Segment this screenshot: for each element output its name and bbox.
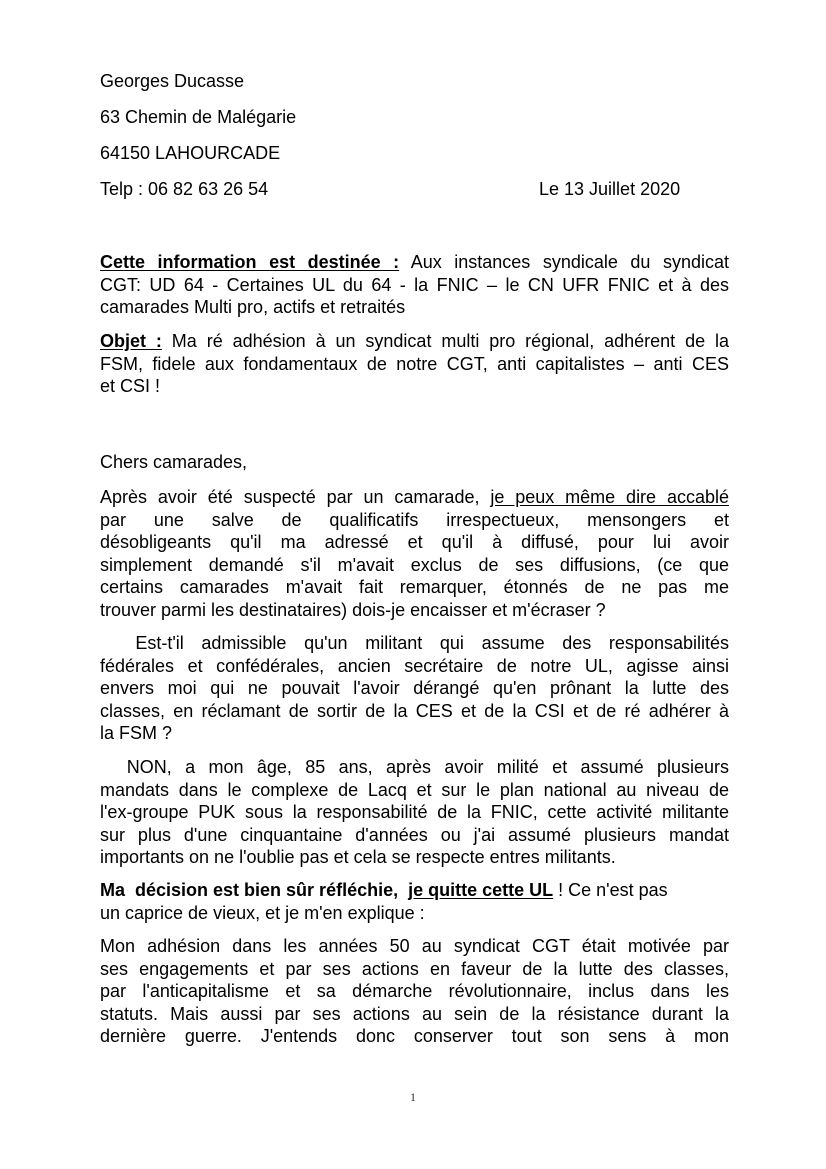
p3-line-3: l'ex-groupe PUK sous la responsabilité de la FNIC, cette activité militante <box>100 802 729 823</box>
p3-line-4: sur plus d'une cinquantaine d'années ou j'ai assumé plusieurs mandat <box>100 824 729 845</box>
p1-line-2: par une salve de qualificatifs irrespectueux, mensongers et <box>100 509 729 530</box>
p2-line-4: classes, en réclamant de sortir de la CES et de la CSI et de ré adhérer à <box>100 700 729 721</box>
recipients-label: Cette information est destinée : <box>100 252 400 272</box>
p1-line-4: simplement demandé s'il m'avait exclus de ses diffusions, (ce que <box>100 554 729 575</box>
paragraph-5 <box>100 935 729 1048</box>
paragraph-1 <box>100 486 729 622</box>
p1-line-1: Après avoir été suspecté par un camarade, je peux même dire accablé <box>100 487 729 507</box>
sender-city: 64150 LAHOURCADE <box>100 143 281 163</box>
paragraph-4 <box>100 879 729 924</box>
page-number: 1 <box>410 1090 416 1104</box>
sender-street: 63 Chemin de Malégarie <box>100 107 297 127</box>
recipients-paragraph <box>100 251 729 319</box>
p4-bold-text: Ma décision est bien sûr réfléchie, <box>100 880 409 900</box>
subject-line-3: et CSI ! <box>100 376 161 397</box>
p1-line-6: trouver parmi les destinataires) dois-je encaisser et m'écraser ? <box>100 599 606 620</box>
p1-underlined: je peux même dire accablé <box>490 487 729 507</box>
paragraph-2 <box>100 632 729 745</box>
subject-line-1: Objet : Ma ré adhésion à un syndicat multi pro régional, adhérent de la <box>100 331 730 351</box>
recipients-line-3: camarades Multi pro, actifs et retraités <box>100 297 406 318</box>
p1-line-5: certains camarades m'avait fait remarquer, étonnés de ne pas me <box>100 577 729 598</box>
greeting: Chers camarades, <box>100 452 248 472</box>
subject-line-2: FSM, fidele aux fondamentaux de notre CGT, anti capitalistes – anti CES <box>100 353 729 374</box>
p2-line-3: envers moi qui ne pouvait l'avoir dérangé qu'en prônant la lutte des <box>100 678 729 699</box>
p3-line-2: mandats dans le complexe de Lacq et sur le plan national au niveau de <box>100 779 729 800</box>
subject-paragraph <box>100 330 729 398</box>
p5-line-2: ses engagements et par ses actions en faveur de la lutte des classes, <box>100 958 729 979</box>
paragraph-3 <box>100 756 729 869</box>
p5-line-3: par l'anticapitalisme et sa démarche révolutionnaire, inclus dans les <box>100 981 729 1002</box>
subject-label: Objet : <box>100 331 162 351</box>
recipients-line-1: Cette information est destinée : Aux instances syndicale du syndicat <box>100 252 729 272</box>
p4-line-1: Ma décision est bien sûr réfléchie, je quitte cette UL ! Ce n'est pas <box>100 880 668 900</box>
letter-date: Le 13 Juillet 2020 <box>539 179 681 199</box>
p2-line-5: la FSM ? <box>100 723 173 744</box>
sender-name: Georges Ducasse <box>100 71 245 91</box>
p3-line-1: NON, a mon âge, 85 ans, après avoir milité et assumé plusieurs <box>100 757 729 777</box>
p5-line-5: dernière guerre. J'entends donc conserver tout son sens à mon <box>100 1026 729 1047</box>
p2-line-1: Est-t'il admissible qu'un militant qui assume des responsabilités <box>100 633 729 653</box>
p4-bold-underlined: je quitte cette UL <box>408 880 554 900</box>
p3-line-5: importants on ne l'oublie pas et cela se respecte entres militants. <box>100 847 616 868</box>
p5-line-1: Mon adhésion dans les années 50 au syndicat CGT était motivée par <box>100 936 729 956</box>
p1-line-3: désobligeants qu'il ma adressé et qu'il à diffusé, pour lui avoir <box>100 532 729 553</box>
p5-line-4: statuts. Mais aussi par ses actions au sein de la résistance durant la <box>100 1003 729 1024</box>
sender-phone: Telp : 06 82 63 26 54 <box>100 179 269 199</box>
p2-line-2: fédérales et confédérales, ancien secrétaire de notre UL, agisse ainsi <box>100 655 729 676</box>
p4-line-2: un caprice de vieux, et je m'en explique : <box>100 902 425 923</box>
recipients-line-2: CGT: UD 64 - Certaines UL du 64 - la FNIC – le CN UFR FNIC et à des <box>100 274 729 295</box>
